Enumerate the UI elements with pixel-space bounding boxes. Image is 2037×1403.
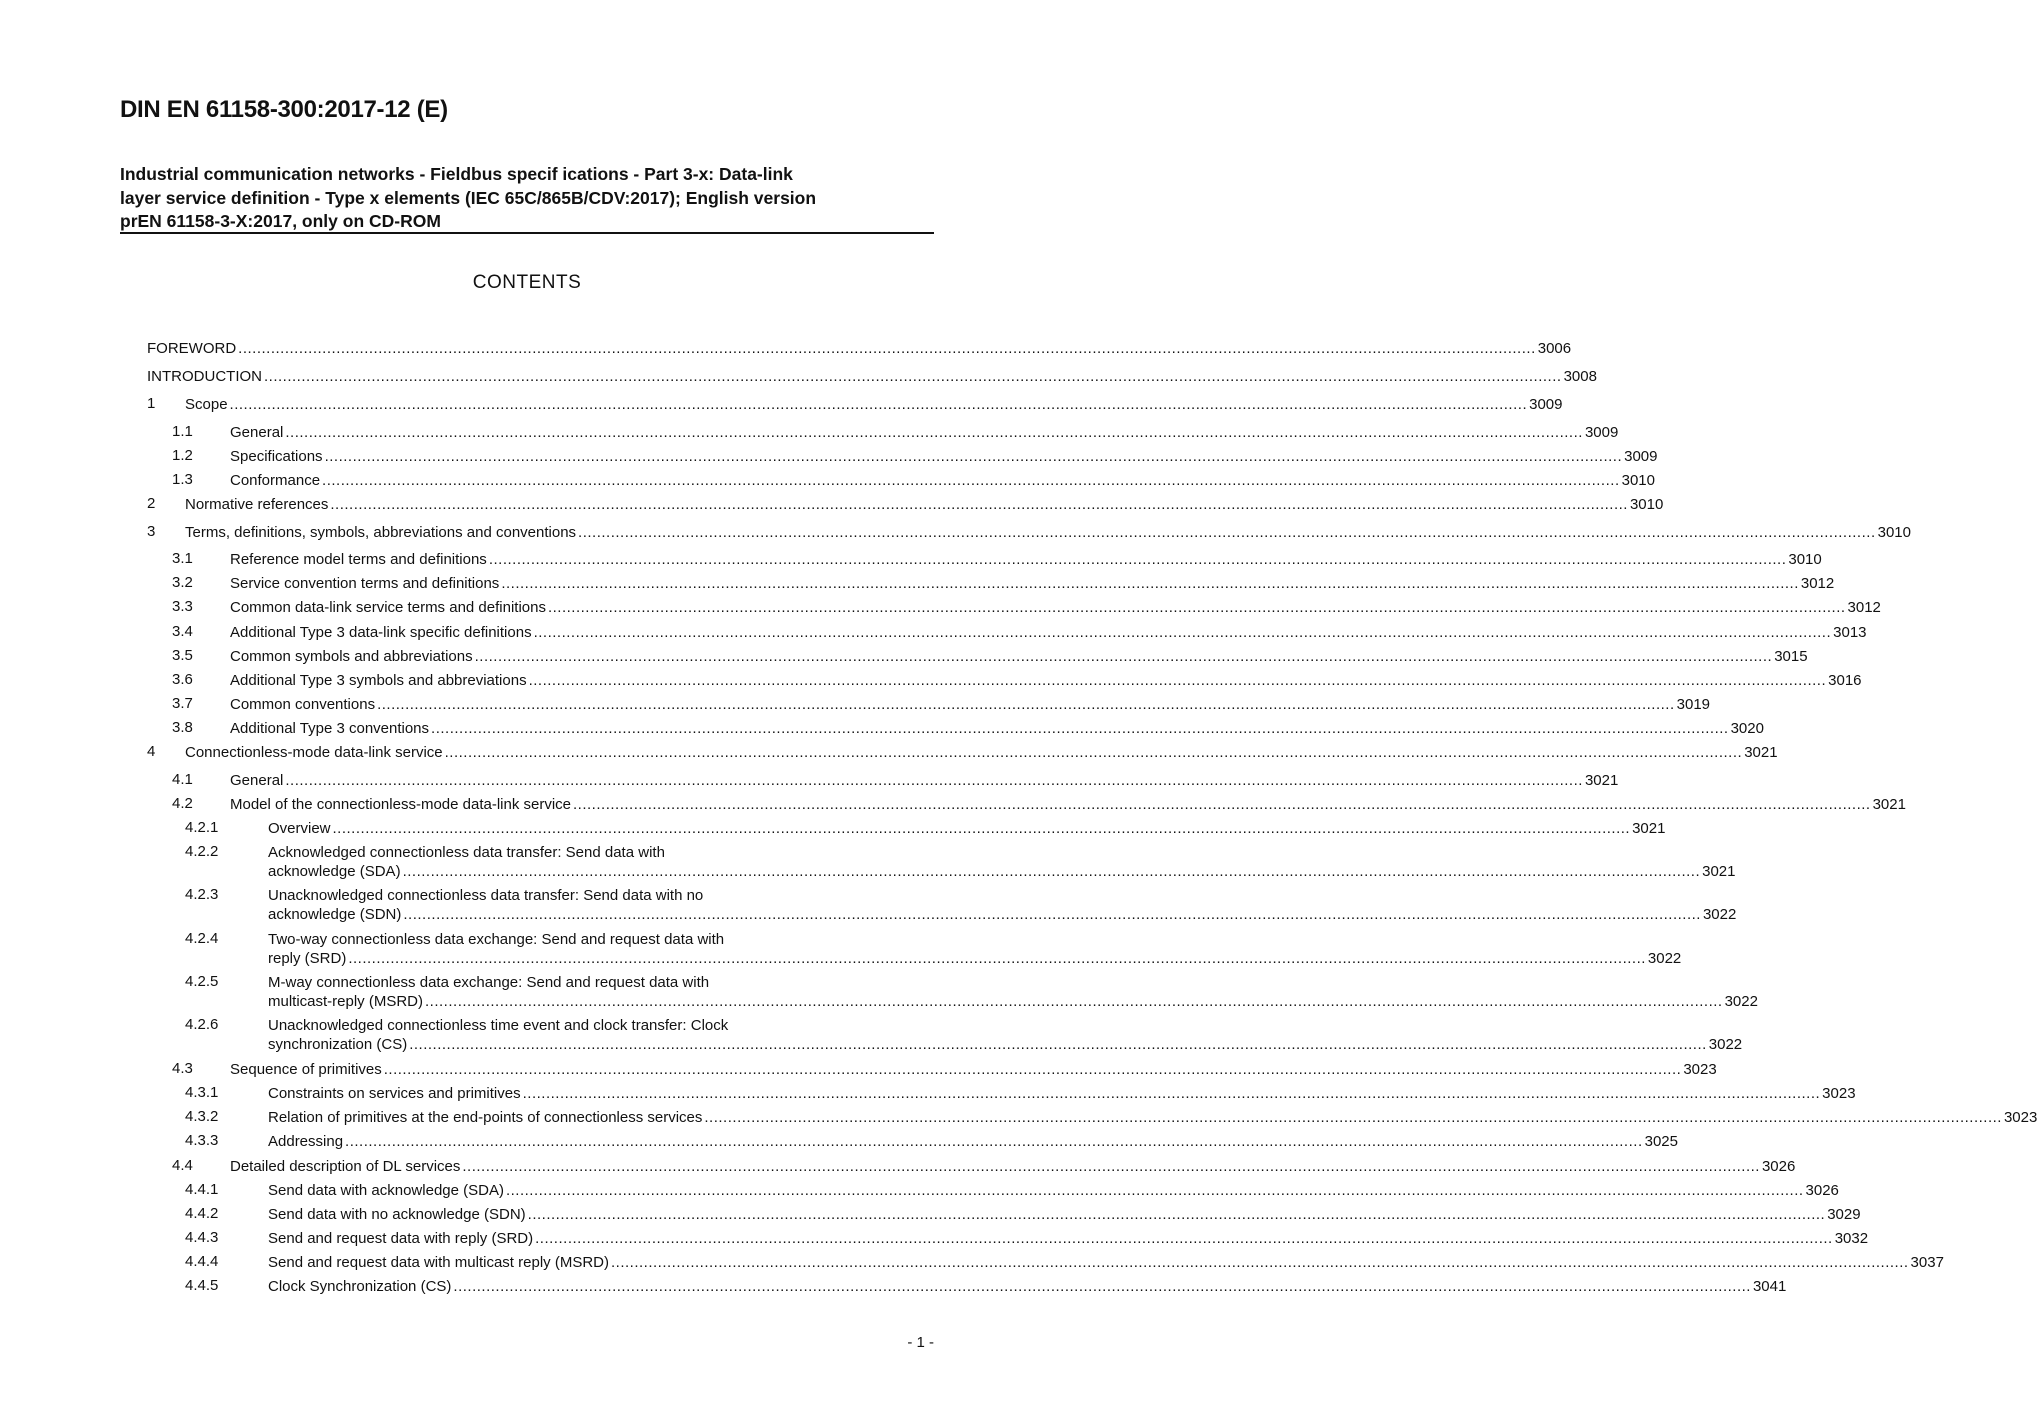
leader-dots — [403, 905, 1701, 924]
leader-dots — [523, 1084, 1821, 1103]
leader-dots — [506, 1181, 1804, 1200]
toc-entry-title: Acknowledged connectionless data transfer: Send data with — [268, 844, 665, 861]
toc-entry-title: M-way connectionless data exchange: Send and request data with — [268, 974, 710, 991]
toc-entry-title-continued: reply (SRD) — [268, 950, 347, 967]
toc-entry-title: Addressing — [268, 1133, 344, 1150]
toc-entry-page: 3021 — [1584, 772, 1619, 789]
toc-entry-page: 3022 — [1647, 950, 1682, 967]
toc-entry-number: 3.5 — [172, 647, 193, 664]
toc-entry-number: 1.1 — [172, 423, 193, 440]
toc-entry-page: 3023 — [1683, 1061, 1717, 1078]
toc-entry-page: 3019 — [1676, 696, 1711, 713]
toc-entry-title: Detailed description of DL services — [230, 1158, 461, 1175]
toc-entry-page: 3022 — [1724, 993, 1758, 1010]
leader-dots — [453, 1277, 1751, 1296]
toc-entry-title: Unacknowledged connectionless time event and clock transfer: Clock — [268, 1017, 729, 1034]
leader-dots — [322, 471, 1620, 490]
toc-entry-page: 3021 — [1744, 744, 1778, 761]
toc-entry-title: Send data with no acknowledge (SDN) — [268, 1206, 526, 1223]
toc-entry-number: 3 — [147, 523, 156, 540]
toc-entry-number: 4.2 — [172, 795, 193, 812]
toc-entry-number: 4.1 — [172, 771, 193, 788]
toc-entry-title: Additional Type 3 symbols and abbreviations — [230, 672, 527, 689]
toc-entry-number: 4.4.1 — [185, 1181, 219, 1198]
leader-dots — [462, 1157, 1760, 1176]
toc-entry-title: Relation of primitives at the end-points of connectionless services — [268, 1109, 703, 1126]
toc-entry-number: 3.8 — [172, 719, 193, 736]
leader-dots — [325, 447, 1623, 466]
leader-dots — [238, 339, 1536, 358]
leader-dots — [348, 949, 1646, 968]
toc-entry-title: Connectionless-mode data-link service — [185, 744, 443, 761]
toc-entry-page: 3025 — [1644, 1133, 1678, 1150]
leader-dots — [529, 671, 1827, 690]
toc-entry-title: Reference model terms and definitions — [230, 551, 487, 568]
toc-entry-page: 3009 — [1529, 396, 1563, 413]
toc-entry-page: 3010 — [1629, 496, 1664, 513]
leader-dots — [611, 1253, 1909, 1272]
toc-entry-number: 3.7 — [172, 695, 193, 712]
toc-entry-page: 3013 — [1833, 624, 1867, 641]
leader-dots — [345, 1132, 1643, 1151]
leader-dots — [445, 743, 1743, 762]
toc-entry-page: 3041 — [1752, 1278, 1787, 1295]
toc-entry-page: 3020 — [1730, 720, 1764, 737]
toc-entry-number: 3.4 — [172, 623, 193, 640]
toc-entry-page: 3037 — [1910, 1254, 1944, 1271]
leader-dots — [475, 647, 1773, 666]
toc-entry-number: 4.4.5 — [185, 1277, 219, 1294]
leader-dots — [384, 1060, 1682, 1079]
toc-entry-number: 4.2.2 — [185, 843, 219, 860]
toc-entry-title: Constraints on services and primitives — [268, 1085, 521, 1102]
page-number: - 1 - — [907, 1334, 934, 1351]
toc-entry-number: 1 — [147, 395, 156, 412]
toc-entry-page: 3023 — [2003, 1109, 2037, 1126]
toc-entry-page: 3021 — [1632, 820, 1666, 837]
toc-entry-page: 3026 — [1805, 1182, 1839, 1199]
toc-entry-number: 4.2.6 — [185, 1016, 219, 1033]
toc-entry-page: 3012 — [1800, 575, 1835, 592]
leader-dots — [409, 1035, 1707, 1054]
toc-entry-number: 4.4 — [172, 1157, 193, 1174]
toc-entry-number: 4.2.4 — [185, 930, 219, 947]
contents-heading: CONTENTS — [472, 272, 582, 293]
toc-entry-number: 4.3.2 — [185, 1108, 219, 1125]
header-divider — [120, 232, 934, 234]
toc-entry-title: Additional Type 3 conventions — [230, 720, 430, 737]
toc-entry-title: Terms, definitions, symbols, abbreviations and conventions — [185, 524, 577, 541]
toc-entry-page: 3010 — [1877, 524, 1911, 541]
toc-entry-number: 3.3 — [172, 598, 193, 615]
toc-entry-title-continued: multicast-reply (MSRD) — [268, 993, 424, 1010]
toc-entry-page: 3021 — [1872, 796, 1906, 813]
toc-entry-title: Common conventions — [230, 696, 376, 713]
toc-entry-number: 2 — [147, 495, 156, 512]
subtitle-line: layer service definition - Type x elements (IEC 65C/865B/CDV:2017); English version — [120, 187, 817, 208]
leader-dots — [528, 1205, 1826, 1224]
leader-dots — [264, 367, 1562, 386]
toc-entry-title: Overview — [268, 820, 331, 837]
toc-entry-title: Common symbols and abbreviations — [230, 648, 473, 665]
leader-dots — [330, 495, 1628, 514]
toc-entry-title: General — [230, 772, 284, 789]
toc-entry-title: Two-way connectionless data exchange: Send and request data with — [268, 931, 725, 948]
toc-entry-title: Send data with acknowledge (SDA) — [268, 1182, 504, 1199]
toc-entry-page: 3009 — [1624, 448, 1658, 465]
toc-entry-number: 4.3.3 — [185, 1132, 219, 1149]
toc-entry-title: Common data-link service terms and definitions — [230, 599, 546, 616]
toc-entry-number: 3.1 — [172, 550, 193, 567]
leader-dots — [230, 395, 1528, 414]
leader-dots — [285, 423, 1583, 442]
toc-entry-page: 3022 — [1708, 1036, 1743, 1053]
toc-entry-title: Clock Synchronization (CS) — [268, 1278, 452, 1295]
toc-entry-page: 3006 — [1537, 340, 1572, 357]
toc-entry-page: 3023 — [1822, 1085, 1856, 1102]
leader-dots — [403, 862, 1701, 881]
toc-entry-title: Additional Type 3 data-link specific definitions — [230, 624, 532, 641]
toc-entry-page: 3015 — [1774, 648, 1808, 665]
subtitle-line: Industrial communication networks - Fieldbus specif ications - Part 3-x: Data-link — [120, 164, 793, 184]
toc-entry-page: 3021 — [1702, 863, 1736, 880]
leader-dots — [548, 598, 1846, 617]
toc-entry-number: 4.2.5 — [185, 973, 219, 990]
toc-entry-title-continued: acknowledge (SDN) — [268, 906, 402, 923]
toc-entry-title: INTRODUCTION — [147, 368, 262, 385]
toc-entry-number: 4 — [147, 743, 156, 760]
toc-entry-number: 1.3 — [172, 471, 193, 488]
toc-entry-page: 3009 — [1584, 424, 1619, 441]
toc-entry-page: 3016 — [1828, 672, 1862, 689]
toc-entry-page: 3032 — [1834, 1230, 1869, 1247]
leader-dots — [431, 719, 1729, 738]
leader-dots — [333, 819, 1631, 838]
toc-entry-page: 3012 — [1847, 599, 1881, 616]
toc-entry-number: 3.2 — [172, 574, 193, 591]
toc-entry-title: Sequence of primitives — [230, 1061, 382, 1078]
toc-entry-title: Model of the connectionless-mode data-link service — [230, 796, 572, 813]
toc-entry-number: 4.4.4 — [185, 1253, 219, 1270]
toc-entry-number: 4.3 — [172, 1060, 193, 1077]
toc-entry-title: Service convention terms and definitions — [230, 575, 500, 592]
toc-entry-title: Scope — [185, 396, 228, 413]
toc-entry-number: 4.4.2 — [185, 1205, 219, 1222]
toc-entry-title-continued: synchronization (CS) — [268, 1036, 408, 1053]
toc-entry-title: Conformance — [230, 472, 321, 489]
toc-entry-page: 3010 — [1621, 472, 1655, 489]
toc-entry-title: FOREWORD — [147, 340, 237, 357]
document-subtitle — [120, 163, 935, 234]
toc-entry-number: 3.6 — [172, 671, 193, 688]
leader-dots — [534, 623, 1832, 642]
toc-entry-number: 4.4.3 — [185, 1229, 219, 1246]
toc-entry-title: Specifications — [230, 448, 323, 465]
leader-dots — [285, 771, 1583, 790]
leader-dots — [377, 695, 1675, 714]
leader-dots — [535, 1229, 1833, 1248]
leader-dots — [704, 1108, 2002, 1127]
document-title: DIN EN 61158-300:2017-12 (E) — [120, 96, 448, 123]
toc-entry-number: 4.2.3 — [185, 886, 219, 903]
leader-dots — [425, 992, 1723, 1011]
toc-entry-page: 3008 — [1563, 368, 1597, 385]
toc-entry-page: 3026 — [1761, 1158, 1796, 1175]
toc-entry-title: Normative references — [185, 496, 329, 513]
toc-entry-title: Send and request data with multicast reply (MSRD) — [268, 1254, 609, 1271]
toc-entry-page: 3022 — [1702, 906, 1737, 923]
toc-entry-page: 3029 — [1827, 1206, 1861, 1223]
toc-entry-title: Send and request data with reply (SRD) — [268, 1230, 534, 1247]
toc-entry-number: 1.2 — [172, 447, 193, 464]
toc-entry-number: 4.3.1 — [185, 1084, 219, 1101]
toc-entry-number: 4.2.1 — [185, 819, 219, 836]
leader-dots — [501, 574, 1799, 593]
toc-entry-page: 3010 — [1788, 551, 1822, 568]
toc-entry-title-continued: acknowledge (SDA) — [268, 863, 401, 880]
toc-entry-title: General — [230, 424, 284, 441]
leader-dots — [489, 550, 1787, 569]
leader-dots — [578, 523, 1876, 542]
leader-dots — [573, 795, 1871, 814]
subtitle-line: prEN 61158-3-X:2017, only on CD-ROM — [120, 211, 441, 231]
toc-entry-title: Unacknowledged connectionless data transfer: Send data with no — [268, 887, 704, 904]
